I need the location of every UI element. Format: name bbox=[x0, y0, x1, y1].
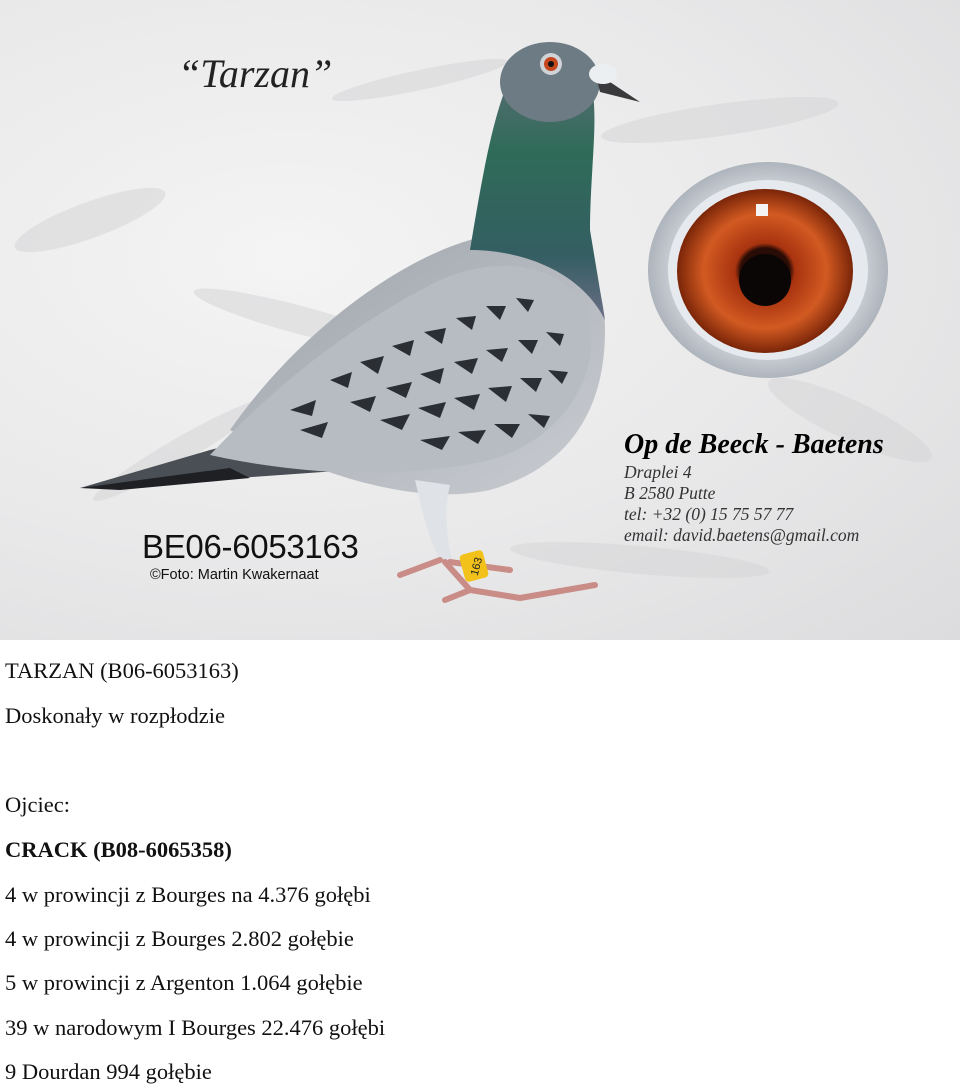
father-label: Ojciec: bbox=[5, 792, 70, 817]
pigeon-illustration bbox=[80, 42, 640, 600]
owner-address-city: B 2580 Putte bbox=[624, 483, 716, 503]
owner-email: email: david.baetens@gmail.com bbox=[624, 525, 860, 545]
result-item: 9 Dourdan 994 gołębie bbox=[5, 1059, 212, 1084]
result-item: 4 w prowincji z Bourges 2.802 gołębie bbox=[5, 926, 354, 951]
owner-phone: tel: +32 (0) 15 75 57 77 bbox=[624, 504, 794, 524]
svg-text:163: 163 bbox=[468, 556, 486, 578]
pigeon-heading: TARZAN (B06-6053163) bbox=[5, 658, 239, 683]
photo-credit: ©Foto: Martin Kwakernaat bbox=[150, 567, 319, 583]
pigeon-eye-illustration bbox=[648, 162, 888, 378]
ring-code: BE06-6053163 bbox=[142, 528, 359, 565]
result-item: 39 w narodowym I Bourges 22.476 gołębi bbox=[5, 1015, 386, 1040]
result-item: 4 w prowincji z Bourges na 4.376 gołębi bbox=[5, 882, 371, 907]
father-name: CRACK (B08-6065358) bbox=[5, 837, 232, 862]
owner-contact-block bbox=[624, 428, 884, 546]
owner-name: Op de Beeck - Baetens bbox=[624, 429, 884, 460]
owner-address-street: Draplei 4 bbox=[624, 462, 692, 482]
pigeon-summary: Doskonały w rozpłodzie bbox=[5, 703, 225, 728]
result-item: 5 w prowincji z Argenton 1.064 gołębie bbox=[5, 970, 363, 995]
pigeon-photo-title: “Tarzan” bbox=[178, 51, 333, 96]
